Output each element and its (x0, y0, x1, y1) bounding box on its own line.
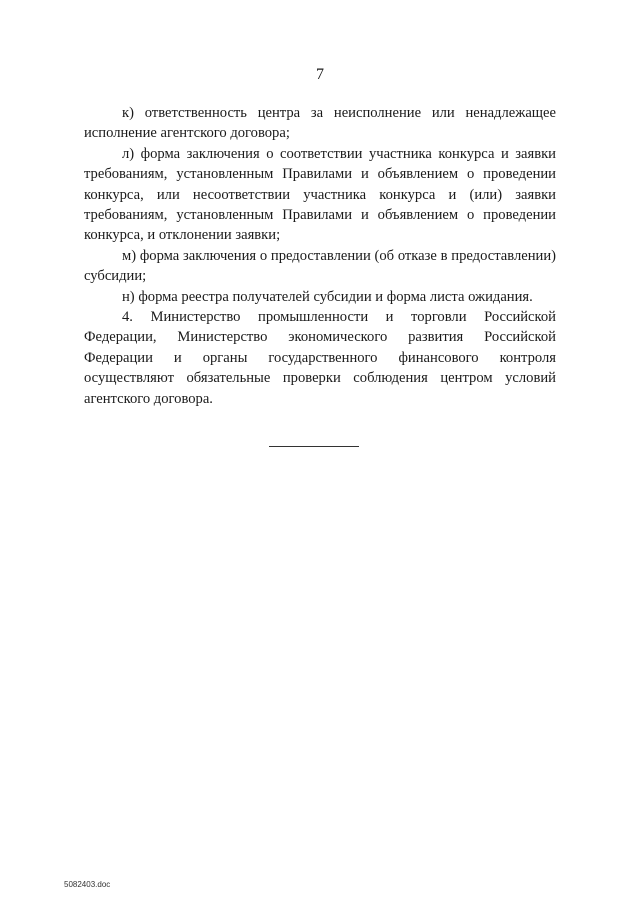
paragraph-k: к) ответственность центра за неисполнение или ненадлежащее исполнение агентского договора; (84, 105, 556, 142)
paragraph-4: 4. Министерство промышленности и торговли Российской Федерации, Министерство экономического развития Российской Федерации и органы государственного финансового контроля осуществляют обязательные проверки соблюдения центром условий агентского договора. (84, 309, 556, 407)
paragraph-n: н) форма реестра получателей субсидии и форма листа ожидания. (122, 288, 533, 305)
document-body (84, 103, 556, 409)
footer-doc-id: 5082403.doc (64, 880, 111, 889)
paragraph-m: м) форма заключения о предоставлении (об отказе в предоставлении) субсидии; (84, 247, 556, 285)
paragraph-l: л) форма заключения о соответствии участника конкурса и заявки требованиям, установленным Правилами и объявлением о проведении конкурса, или несоответствии участника конкурса и (или) заявки требованиям, установленным Правилами и объявлением о проведении конкурса, и отклонении заявки; (84, 145, 556, 244)
end-separator-line (269, 446, 359, 447)
page-number: 7 (316, 66, 324, 83)
